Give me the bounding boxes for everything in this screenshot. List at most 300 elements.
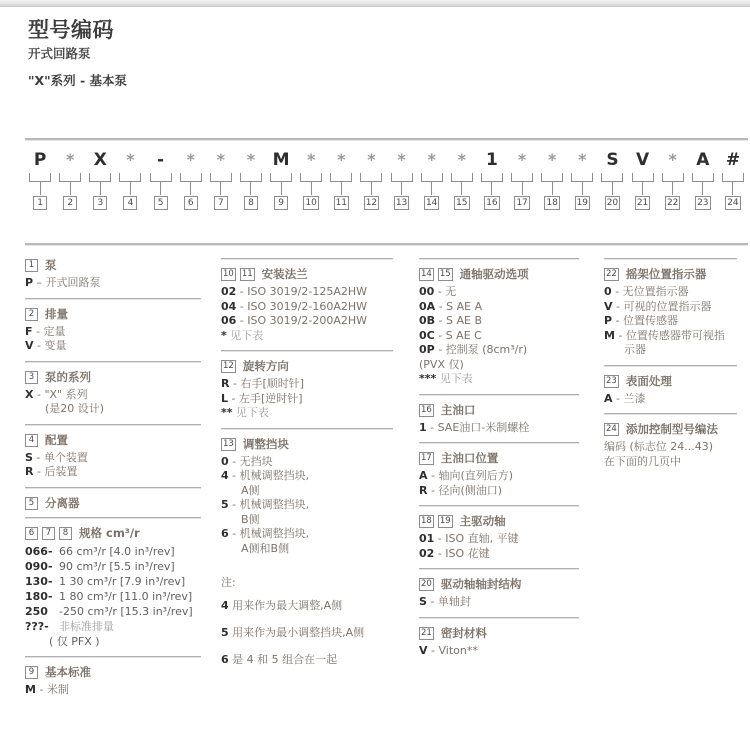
block-paragraph-line: 编码 (标志位 24...43) [604,440,714,453]
code-bracket [451,173,473,182]
code-bracket [29,173,51,182]
option-line: 0C - S AE C [419,328,482,342]
position-tag: 15 [439,269,451,279]
block-title: 添加控制型号编法 [625,422,718,436]
block-divider [25,298,201,300]
code-stem [311,182,312,195]
legend-column-2 [221,258,419,738]
option-text: 见下表 [439,372,473,385]
legend-block-9 [25,656,221,698]
code-stem [130,182,131,195]
option-code: 0 [604,285,612,298]
option-line [221,329,419,344]
option-line: P - 位置传感器 [604,314,679,327]
code-bracket [210,173,232,182]
code-character: * [246,150,256,169]
position-tag: 16 [421,404,432,415]
option-code: 00 [419,285,435,298]
code-position-2 [55,150,85,236]
code-bracket [360,173,382,182]
displacement-code: 090- [25,559,53,573]
position-tag: 11 [241,269,253,279]
block-divider [221,258,393,260]
option-text: 兰漆 [623,391,646,405]
code-position-number: 15 [456,198,468,208]
code-position-number: 13 [395,198,408,208]
option-line: R - 径向(侧油口) [419,483,503,497]
block-header [221,437,419,451]
block-title: 泵的系列 [45,369,91,384]
code-bracket [511,173,533,182]
option-text: 控制泵 (8cm³/r) [445,343,528,356]
option-text: 无挡块 [239,454,273,468]
block-divider [25,361,201,363]
legend-column-1 [25,258,221,738]
position-tag: 14 [421,269,432,279]
code-position-number: 12 [365,198,378,208]
code-position-number: 24 [727,198,739,208]
code-position-19 [567,150,597,236]
code-position-number: 18 [546,198,558,208]
displacement-row [25,574,221,589]
option-code: R [221,377,230,390]
displacement-row [25,589,221,604]
block-title: 密封材料 [440,625,487,640]
option-text: 单个装置 [43,450,88,464]
option-line: 02 - ISO 花键 [419,546,490,560]
code-position-9 [266,150,296,236]
position-tag: 1 [25,259,38,272]
code-position-16 [477,150,507,236]
code-position-22 [658,150,688,236]
option-text: 无位置指示器 [622,285,689,298]
block-header [221,267,419,281]
block-divider [419,442,579,444]
code-position-20 [597,150,627,236]
option-code: 6 [221,527,229,540]
position-tag: 23 [606,375,617,386]
page-subtitle-series: "X"系列 - 基本泵 [28,72,128,88]
displacement-row [25,559,221,574]
block-header [604,422,748,436]
notes-label: 注: [221,576,236,589]
option-line: 0 - 无挡块 [221,454,273,468]
block-header [221,359,419,373]
legend-block-10-11 [221,258,419,343]
option-code: R [25,465,34,478]
block-title: 旋转方向 [242,359,289,373]
position-tag: 17 [421,453,432,463]
option-code: V [419,643,428,657]
block-divider [419,568,579,570]
option-text: A侧 [241,483,260,497]
legend-block-17 [419,442,604,498]
option-text: 无 [445,285,457,298]
legend-block-20 [419,568,604,610]
block-title: 通轴驱动选项 [459,267,529,281]
legend-block-2 [25,298,221,354]
option-text: ISO 3019/2-125A2HW [247,285,367,298]
block-header [419,577,604,591]
code-position-number: 22 [666,198,679,208]
block-divider [419,505,579,507]
option-code: 06 [221,314,237,327]
option-text: S AE B [446,314,483,327]
block-divider [25,487,201,489]
displacement-code: 250 [25,604,48,618]
position-tag: 20 [421,579,432,589]
code-position-21 [628,150,658,236]
block-paragraph-line: 在下面的几页中 [604,454,681,468]
page-subtitle: 开式回路泵 [28,46,91,62]
option-text: 后装置 [44,465,78,478]
code-character: # [725,150,741,170]
option-line: 0 - 无位置指示器 [604,285,689,298]
option-text: 右手[顺时针] [240,377,305,390]
divider-below-code [25,243,748,246]
code-stem [371,182,372,195]
code-character: * [517,150,527,169]
position-tag: 19 [439,516,451,526]
option-line [419,372,604,387]
option-code: V [25,339,34,352]
displacement-row [25,544,221,559]
legend-block-4 [25,424,221,480]
model-code-strip [25,150,748,236]
option-code: S [419,595,427,608]
option-code: 5 [221,498,229,511]
code-character: 1 [486,150,498,170]
legend-block-21 [419,617,604,659]
code-position-number: 23 [697,198,709,208]
option-line: 0P - 控制泵 (8cm³/r) [419,343,528,356]
code-character: * [66,150,75,169]
option-line: 5 - 机械调整挡块, [221,498,310,511]
option-code: 4 [221,469,229,482]
block-header [419,626,604,640]
option-code: *** [419,372,437,385]
option-text: 位置传感器 [623,314,679,327]
position-tag: 24 [606,424,617,434]
code-stem [250,182,251,195]
code-position-4 [115,150,145,236]
option-line: R - 右手[顺时针] [221,377,305,390]
option-line: M - 位置传感器带可视指 [604,328,725,342]
option-text: 机械调整挡块, [239,498,310,511]
displacement-code: 130- [25,574,53,588]
note-code: 5 [221,626,229,639]
code-position-number: 7 [214,196,228,210]
position-tag: 6 [25,527,38,540]
position-tag: 7 [42,527,55,540]
code-stem [70,182,71,195]
option-line: 0B - S AE B [419,314,483,327]
code-position-7 [206,150,236,236]
displacement-value: 非标准排量 [59,619,114,633]
block-header [25,433,221,447]
option-line [419,358,604,373]
code-bracket [119,173,141,182]
code-bracket [662,173,684,182]
notes-section [221,574,419,667]
code-position-number: 2 [63,196,77,210]
code-stem [612,182,613,195]
note-code: 6 [221,653,229,666]
code-bracket [632,173,654,182]
block-divider [419,258,579,260]
code-bracket [150,173,172,182]
code-bracket [541,173,563,182]
note-item: 4 用来作为最大调整,A侧 [221,599,343,612]
code-character: * [307,150,316,169]
block-divider [221,350,393,352]
code-position-number: 3 [93,196,107,210]
code-character: * [397,150,406,169]
code-bracket [421,173,443,182]
code-position-5 [146,150,176,236]
code-stem [190,182,191,195]
code-stem [672,182,673,195]
block-title: 排量 [45,306,68,321]
divider-above-code [25,138,748,141]
code-position-number: 19 [576,198,589,208]
code-stem [40,182,41,195]
block-divider [25,424,201,426]
option-code: ** [221,406,233,419]
option-line: 6 - 机械调整挡块, [221,527,310,540]
code-position-14 [417,150,447,236]
block-title: 表面处理 [625,373,672,388]
position-tag: 4 [25,434,38,447]
option-text: 径向(侧油口) [438,483,503,497]
code-position-number: 1 [33,196,47,210]
code-bracket [270,173,292,182]
code-position-24 [718,150,748,236]
code-character: * [668,150,677,169]
option-text: SAE油口-米制螺栓 [437,420,530,434]
block-title: 规格 cm³/r [79,525,140,540]
option-text: (是20 设计) [45,402,105,415]
block-header [25,258,221,272]
option-code: 0B [419,314,436,327]
block-divider [419,617,579,619]
option-line: A - 轴向(直列后方) [419,469,514,482]
option-text: B侧 [241,512,260,526]
legend-block-1 [25,258,221,291]
code-character: * [337,150,346,169]
option-text: A侧和B侧 [241,541,290,555]
option-text: ISO 3019/2-160A2HW [247,299,367,313]
code-position-23 [688,150,718,236]
option-text: Viton** [438,643,478,657]
option-text: 见下表 [236,406,270,419]
code-character: X [93,150,107,170]
block-divider [604,365,737,367]
code-position-17 [507,150,537,236]
block-title: 分离器 [45,495,80,510]
code-bracket [391,173,413,182]
code-position-15 [447,150,477,236]
displacement-value: 1 80 cm³/r [11.0 in³/rev] [59,589,193,603]
code-stem [582,182,583,195]
block-divider [221,428,393,430]
block-title: 配置 [45,432,68,447]
code-position-number: 16 [486,198,498,208]
position-tag: 22 [606,269,617,279]
code-position-number: 21 [636,198,649,208]
option-text: (PVX 仅) [419,357,464,371]
option-line: S - 单个装置 [25,450,88,464]
code-stem [341,182,342,195]
code-stem [491,182,492,195]
displacement-value: -250 cm³/r [15.3 in³/rev] [59,604,193,618]
legend-block-3 [25,361,221,417]
code-bracket [722,173,744,182]
code-bracket [240,173,262,182]
code-bracket [59,173,81,182]
option-line: R - 后装置 [25,465,78,478]
option-code: A [604,391,613,405]
option-line: 00 - 无 [419,285,457,298]
position-tag: 18 [421,516,432,526]
code-stem [160,182,161,195]
option-line [221,513,419,528]
code-bracket [692,173,714,182]
page-header [28,17,528,89]
legend-block-16 [419,394,604,436]
option-text: 机械调整挡块, [239,527,310,540]
option-code: 01 [419,532,435,545]
option-code: M [604,328,615,342]
option-text: 单轴封 [437,595,471,608]
code-position-number: 10 [305,198,317,208]
code-position-10 [296,150,326,236]
option-code: P [604,314,613,327]
legend-column-3 [419,258,604,738]
code-position-13 [387,150,417,236]
position-tag: 9 [25,666,38,679]
option-line [221,484,419,499]
code-character: * [427,150,436,169]
code-position-12 [356,150,386,236]
block-header [25,496,221,510]
code-position-number: 4 [123,196,137,210]
legend-block-18-19 [419,505,604,561]
block-divider [604,258,737,260]
option-code: A [419,469,428,482]
option-line: 4 - 机械调整挡块, [221,469,310,482]
code-character: P [33,150,47,170]
block-header [419,514,604,528]
legend-block-22 [604,258,748,358]
option-text: 米制 [46,682,69,696]
option-text: ISO 3019/2-200A2HW [247,314,367,327]
option-text: 开式回路泵 [45,276,101,289]
code-character: A [696,150,710,170]
option-code: 0A [419,299,436,313]
option-text: 轴向(直列后方) [438,469,514,482]
position-tag: 13 [223,438,234,449]
option-text: "X" 系列 [44,387,88,401]
code-character: V [635,150,650,170]
option-code: S [25,450,33,464]
option-line [221,406,419,421]
option-text: 位置传感器带可视指 [625,328,725,342]
block-header [25,526,221,540]
code-position-8 [236,150,266,236]
block-title: 基本标准 [45,664,91,679]
block-header [604,374,748,388]
option-line: X - "X" 系列 [25,387,88,401]
code-position-6 [176,150,206,236]
option-code: 04 [221,299,237,313]
block-title: 摇架位置指示器 [625,267,707,281]
option-line: 0A - S AE A [419,299,483,313]
code-bracket [330,173,352,182]
option-code: 02 [221,285,237,298]
position-tag: 5 [25,497,38,510]
position-tag: 8 [59,527,72,540]
code-stem [702,182,703,195]
option-text: ISO 直轴, 平键 [445,532,519,545]
block-header [25,307,221,321]
option-line [25,402,221,417]
option-text: 左手[逆时针] [238,391,303,405]
code-bracket [601,173,623,182]
option-line: 04 - ISO 3019/2-160A2HW [221,299,367,313]
block-header [419,403,604,417]
option-code: * [221,328,227,342]
code-stem [281,182,282,195]
option-code: R [419,483,428,497]
code-character: * [186,150,195,169]
code-bracket [180,173,202,182]
legend-block-13 [221,428,419,557]
displacement-code: ???- [25,619,49,633]
legend-block-14-15 [419,258,604,387]
code-stem [522,182,523,195]
option-code: 02 [419,546,435,560]
option-line: 01 - ISO 直轴, 平键 [419,532,519,545]
position-tag: 2 [25,308,38,321]
note-item: 6 是 4 和 5 组合在一起 [221,653,338,666]
option-text: S AE A [446,299,483,313]
displacement-value: 66 cm³/r [4.0 in³/rev] [59,544,175,558]
legend-columns [25,258,748,738]
code-position-number: 9 [274,196,288,210]
option-code: X [25,387,34,401]
option-line: 06 - ISO 3019/2-200A2HW [221,314,367,327]
code-bracket [571,173,593,182]
option-code: V [604,299,613,313]
option-line: S - 单轴封 [419,595,471,608]
block-title: 主驱动轴 [459,514,506,528]
option-code: P [25,276,34,289]
option-code: 0P [419,343,435,356]
legend-block-24 [604,413,748,469]
option-line: M - 米制 [25,682,69,696]
block-divider [25,517,201,519]
code-bracket [300,173,322,182]
legend-block-12 [221,350,419,421]
code-position-number: 8 [244,196,258,210]
code-stem [732,182,733,195]
code-character: S [606,150,619,170]
option-text: S AE C [445,328,482,342]
displacement-value: 90 cm³/r [5.5 in³/rev] [59,559,175,573]
option-line: L - 左手[逆时针] [221,391,303,405]
displacement-code: 066- [25,544,53,558]
